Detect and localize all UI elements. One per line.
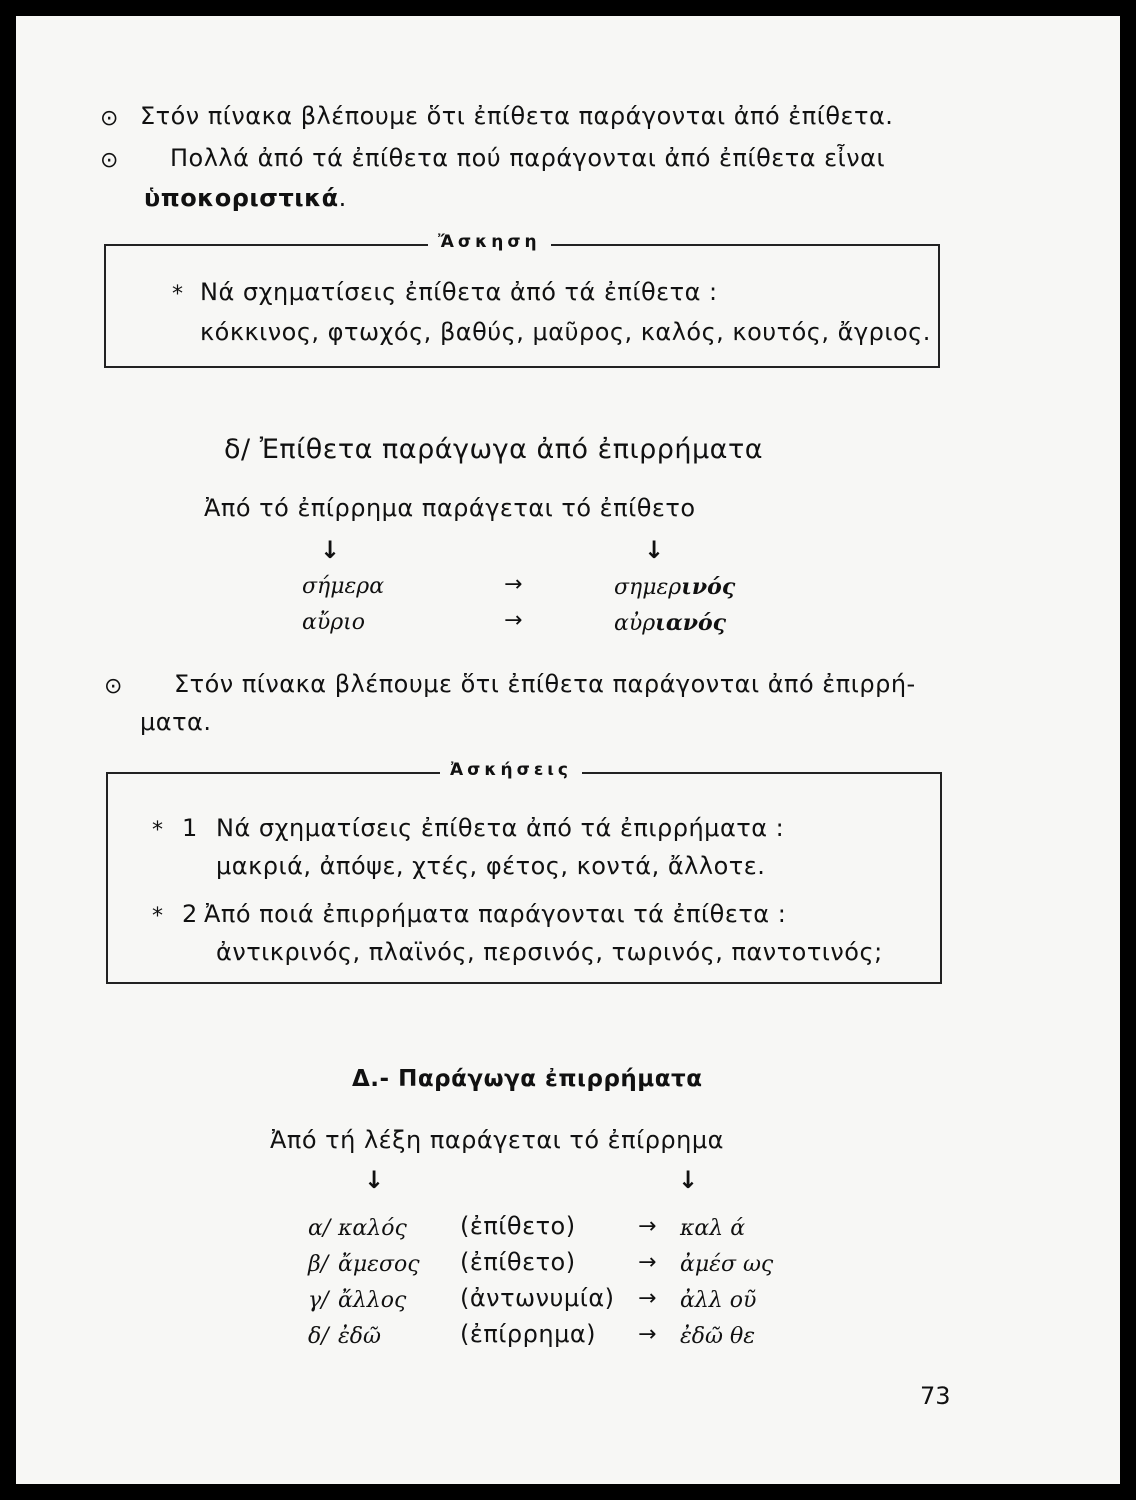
source-word: ἄμεσος (338, 1252, 420, 1277)
derived-word: ἐδῶ θε (680, 1324, 756, 1349)
book-page (16, 16, 1120, 1484)
right-arrow-icon: → (504, 608, 523, 633)
word-type: (ἐπίθετο) (460, 1248, 576, 1276)
source-word: ἐδῶ (338, 1324, 381, 1349)
source-word: καλός (338, 1216, 407, 1241)
bullet-symbol: ⊙ (100, 106, 119, 131)
star-marker: * (172, 282, 183, 307)
right-arrow-icon: → (638, 1214, 657, 1239)
row-label: δ/ (308, 1324, 329, 1349)
derived-word (614, 574, 735, 600)
exercise-instruction: Νά σχηματίσεις ἐπίθετα ἀπό τά ἐπιρρήματα : (216, 814, 785, 842)
section-intro: Ἀπό τό ἐπίρρημα παράγεται τό ἐπίθετο (204, 494, 696, 522)
exercise-number: 1 (182, 814, 198, 842)
exercise-instruction: Ἀπό ποιά ἐπιρρήματα παράγονται τά ἐπίθετα : (204, 900, 787, 928)
row-label: γ/ (308, 1288, 329, 1313)
section-heading: Δ.- Παράγωγα ἐπιρρήματα (352, 1066, 703, 1092)
word-type: (ἐπίρρημα) (460, 1320, 597, 1348)
exercise-number: 2 (182, 900, 198, 928)
page-number: 73 (920, 1382, 951, 1410)
exercise-words: μακριά, ἀπόψε, χτές, φέτος, κοντά, ἄλλοτε. (216, 852, 766, 880)
derived-word (614, 610, 726, 636)
section-intro: Ἀπό τή λέξη παράγεται τό ἐπίρρημα (270, 1126, 724, 1154)
bullet-symbol: ⊙ (104, 674, 123, 699)
down-arrow-icon: ↓ (644, 536, 665, 564)
section-heading: δ/ Ἐπίθετα παράγωγα ἀπό ἐπιρρήματα (224, 434, 764, 465)
exercise-words: κόκκινος, φτωχός, βαθύς, μαῦρος, καλός, κουτός, ἄγριος. (200, 318, 931, 346)
word-stem: αὐρ (614, 611, 656, 636)
exercise-instruction: Νά σχηματίσεις ἐπίθετα ἀπό τά ἐπίθετα : (200, 278, 718, 306)
row-label: α/ (308, 1216, 331, 1241)
word-suffix: ιανός (655, 610, 727, 636)
exercise-title: Ἀσκήσεις (440, 760, 582, 780)
paragraph-line: Στόν πίνακα βλέπουμε ὅτι ἐπίθετα παράγονται ἀπό ἐπίθετα. (140, 102, 894, 130)
star-marker: * (152, 818, 163, 843)
row-label: β/ (308, 1252, 329, 1277)
derived-word: καλ ά (680, 1216, 746, 1241)
down-arrow-icon: ↓ (320, 536, 341, 564)
punctuation: . (338, 184, 347, 212)
right-arrow-icon: → (638, 1250, 657, 1275)
exercise-box (104, 232, 940, 368)
paragraph-line: ματα. (140, 708, 212, 736)
down-arrow-icon: ↓ (364, 1166, 385, 1194)
right-arrow-icon: → (638, 1286, 657, 1311)
word-type: (ἀντωνυμία) (460, 1284, 615, 1312)
bullet-symbol: ⊙ (100, 148, 119, 173)
source-word: ἄλλος (338, 1288, 407, 1313)
paragraph-line-end (144, 184, 347, 212)
exercise-title: Ἄσκηση (428, 232, 551, 252)
source-word: σήμερα (302, 574, 385, 599)
word-suffix: ινός (681, 574, 736, 600)
word-type: (ἐπίθετο) (460, 1212, 576, 1240)
derived-word: ἀλλ οῦ (680, 1288, 757, 1313)
bold-term: ὑποκοριστικά (144, 184, 339, 212)
source-word: αὔριο (302, 610, 366, 635)
down-arrow-icon: ↓ (678, 1166, 699, 1194)
exercise-words: ἀντικρινός, πλαϊνός, περσινός, τωρινός, παντοτινός; (216, 938, 883, 966)
derived-word: ἀμέσ ως (680, 1252, 774, 1277)
right-arrow-icon: → (504, 572, 523, 597)
exercise-box (106, 760, 942, 984)
star-marker: * (152, 904, 163, 929)
paragraph-line: Στόν πίνακα βλέπουμε ὅτι ἐπίθετα παράγονται ἀπό ἐπιρρή- (174, 670, 916, 698)
word-stem: σημερ (614, 575, 682, 600)
right-arrow-icon: → (638, 1322, 657, 1347)
paragraph-line: Πολλά ἀπό τά ἐπίθετα πού παράγονται ἀπό ἐπίθετα εἶναι (170, 144, 886, 172)
